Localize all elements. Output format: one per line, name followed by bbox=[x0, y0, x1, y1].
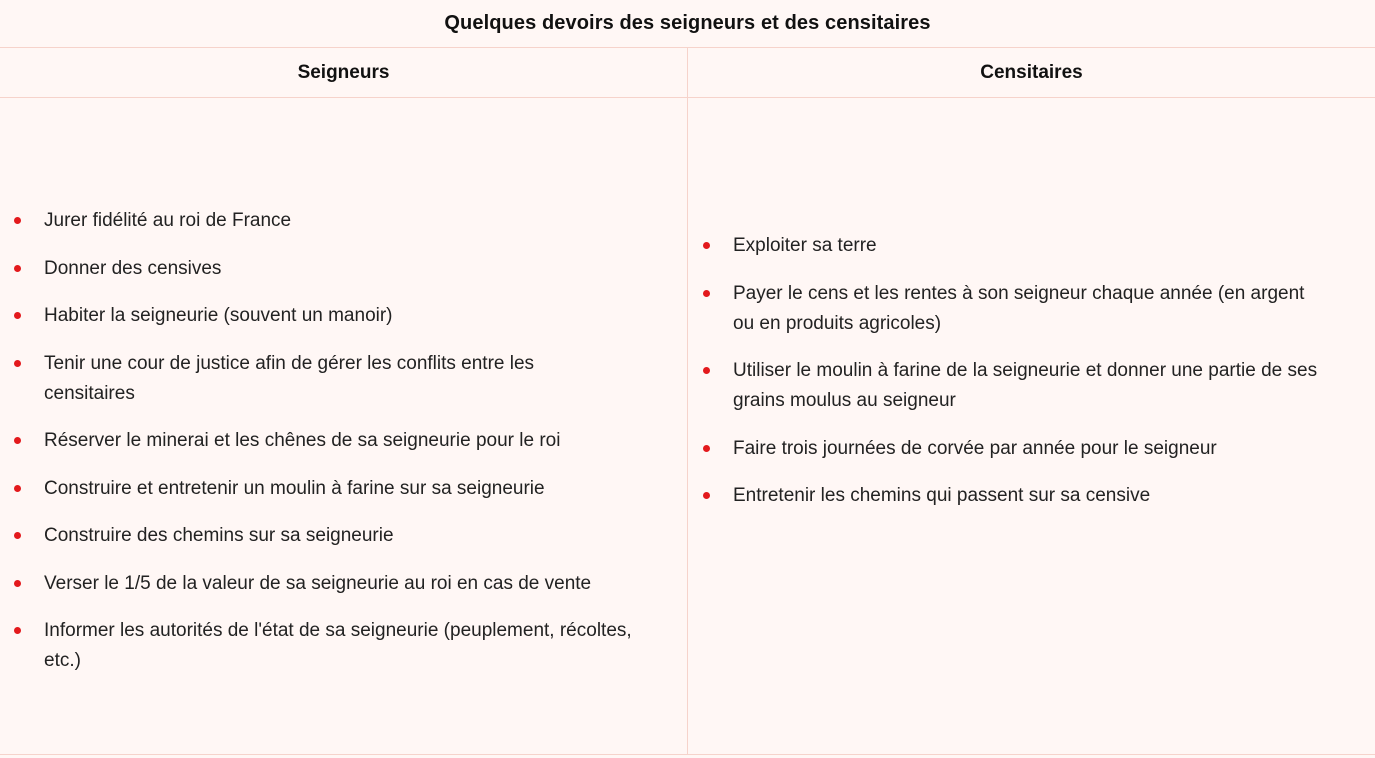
list-item-text: Donner des censives bbox=[44, 257, 222, 279]
list-item bbox=[0, 569, 687, 599]
list-item-text: Construire et entretenir un moulin à farine sur sa seigneurie bbox=[44, 477, 545, 499]
list-item bbox=[0, 301, 687, 331]
bullet-icon bbox=[703, 367, 710, 374]
list-item bbox=[0, 521, 687, 551]
censitaires-cell bbox=[688, 98, 1375, 754]
bullet-icon bbox=[703, 445, 710, 452]
bullet-icon bbox=[14, 217, 21, 224]
bullet-icon bbox=[14, 485, 21, 492]
table-header-row bbox=[0, 48, 1375, 98]
list-item bbox=[688, 231, 1375, 261]
bullet-icon bbox=[703, 242, 710, 249]
list-item bbox=[688, 279, 1375, 339]
list-item bbox=[688, 434, 1375, 464]
list-item-text: Exploiter sa terre bbox=[733, 235, 877, 256]
seigneurs-cell bbox=[0, 98, 688, 754]
column-header-seigneurs: Seigneurs bbox=[0, 48, 688, 97]
table-title: Quelques devoirs des seigneurs et des censitaires bbox=[444, 12, 931, 34]
list-item bbox=[0, 206, 687, 236]
list-item-text: Construire des chemins sur sa seigneurie bbox=[44, 525, 394, 546]
list-item bbox=[688, 481, 1375, 511]
table-title-row bbox=[0, 0, 1375, 48]
list-item-text: Réserver le minerai et les chênes de sa seigneurie pour le roi bbox=[44, 430, 561, 451]
list-item-text: Tenir une cour de justice afin de gérer les conflits entre les censitaires bbox=[44, 352, 535, 404]
list-item-text: Informer les autorités de l'état de sa seigneurie (peuplement, récoltes, etc.) bbox=[44, 620, 632, 671]
bullet-icon bbox=[703, 290, 710, 297]
censitaires-duties-list bbox=[688, 231, 1375, 511]
bullet-icon bbox=[14, 580, 21, 587]
table-body-row bbox=[0, 98, 1375, 755]
seigneurs-duties-list bbox=[0, 206, 687, 676]
bullet-icon bbox=[14, 265, 21, 272]
bullet-icon bbox=[14, 312, 21, 319]
column-header-censitaires: Censitaires bbox=[980, 61, 1083, 83]
list-item-text: Utiliser le moulin à farine de la seigneurie et donner une partie de ses grains moulus au seigneur bbox=[733, 360, 1318, 411]
bullet-icon bbox=[14, 532, 21, 539]
list-item bbox=[0, 616, 687, 676]
list-item-text: Habiter la seigneurie (souvent un manoir) bbox=[44, 305, 393, 326]
list-item-text: Entretenir les chemins qui passent sur sa censive bbox=[733, 485, 1151, 506]
list-item bbox=[0, 254, 687, 284]
list-item-text: Payer le cens et les rentes à son seigneur chaque année (en argent ou en produits agricoles) bbox=[733, 282, 1305, 334]
list-item bbox=[0, 426, 687, 456]
bullet-icon bbox=[703, 492, 710, 499]
list-item bbox=[0, 349, 687, 409]
bullet-icon bbox=[14, 437, 21, 444]
list-item bbox=[688, 356, 1375, 416]
list-item-text: Jurer fidélité au roi de France bbox=[44, 210, 292, 231]
list-item bbox=[0, 474, 687, 504]
list-item-text: Faire trois journées de corvée par année pour le seigneur bbox=[733, 437, 1217, 459]
bullet-icon bbox=[14, 627, 21, 634]
list-item-text: Verser le 1/5 de la valeur de sa seigneurie au roi en cas de vente bbox=[44, 572, 592, 594]
bullet-icon bbox=[14, 360, 21, 367]
